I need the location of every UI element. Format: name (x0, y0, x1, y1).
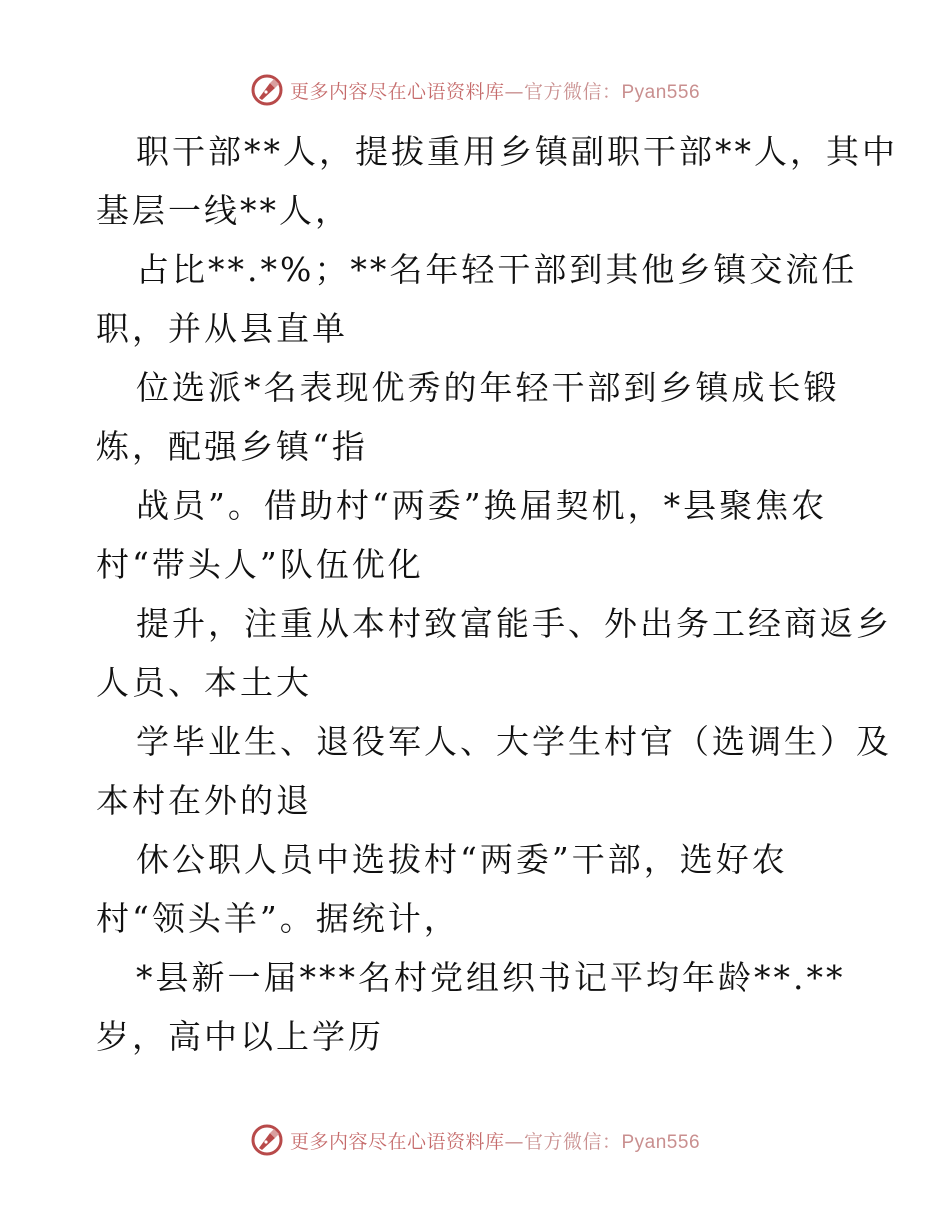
pen-nib-logo-icon (250, 73, 284, 107)
watermark-wechat-label: 官方微信： (523, 1130, 622, 1153)
watermark-group (250, 1123, 700, 1157)
text-line: 村“领头羊”。据统计， (96, 899, 460, 938)
watermark-wechat-label: 官方微信： (523, 80, 622, 103)
text-line: 岁，高中以上学历 (96, 1017, 384, 1056)
text-line: 职，并从县直单 (96, 309, 348, 348)
text-line: 炼，配强乡镇“指 (96, 427, 368, 466)
watermark-text (290, 1127, 700, 1154)
text-line: 占比**.*%；**名年轻干部到其他乡镇交流任 (136, 250, 858, 289)
text-line: 人员、本土大 (96, 663, 312, 702)
text-line: 战员”。借助村“两委”换届契机，*县聚焦农 (136, 486, 828, 525)
text-line: 村“带头人”队伍优化 (96, 545, 424, 584)
footer-watermark (0, 1120, 950, 1160)
document-body (96, 122, 898, 1066)
text-line: *县新一届***名村党组织书记平均年龄**.** (136, 958, 846, 997)
watermark-text (290, 77, 700, 104)
text-line: 提升，注重从本村致富能手、外出务工经商返乡 (136, 604, 892, 643)
text-line: 休公职人员中选拔村“两委”干部，选好农 (136, 840, 788, 879)
text-line: 基层一线**人， (96, 191, 351, 230)
pen-nib-logo-icon (250, 1123, 284, 1157)
text-line: 位选派*名表现优秀的年轻干部到乡镇成长锻 (136, 368, 840, 407)
watermark-wechat-id: Pyan556 (621, 1131, 701, 1153)
watermark-dash: — (504, 80, 524, 103)
text-line: 职干部**人，提拔重用乡镇副职干部**人，其中 (136, 132, 898, 171)
watermark-site-text: 更多内容尽在心语资料库 (289, 80, 505, 103)
watermark-wechat-id: Pyan556 (621, 81, 701, 103)
text-line: 本村在外的退 (96, 781, 312, 820)
text-line: 学毕业生、退役军人、大学生村官（选调生）及 (136, 722, 892, 761)
watermark-site-text: 更多内容尽在心语资料库 (289, 1130, 505, 1153)
watermark-group (250, 73, 700, 107)
watermark-dash: — (504, 1130, 524, 1153)
header-watermark (0, 70, 950, 110)
